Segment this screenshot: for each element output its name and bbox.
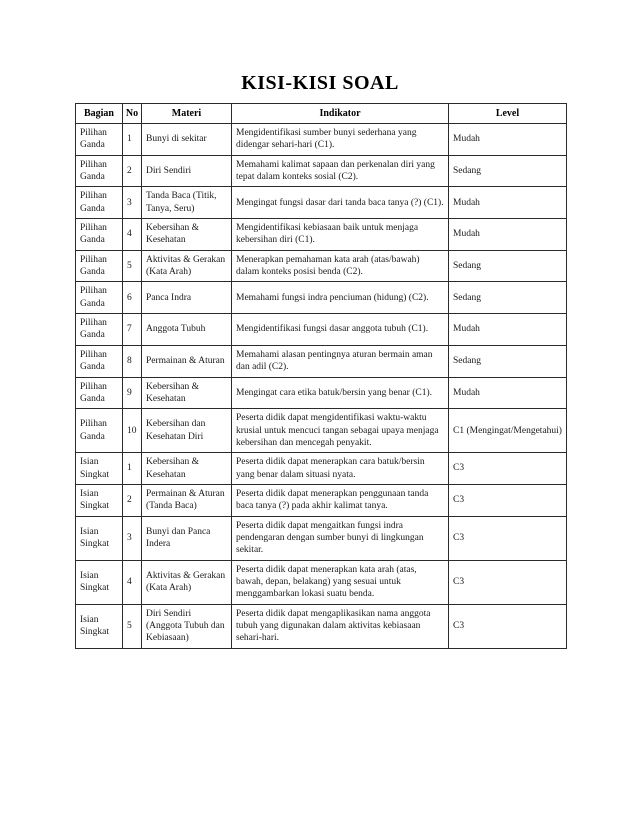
cell-level: Mudah: [449, 219, 567, 251]
table-row: [76, 345, 567, 377]
cell-indikator: Peserta didik dapat mengidentifikasi waktu-waktu krusial untuk mencuci tangan sebagai upaya menjaga kebersihan dan mencegah penyakit.: [232, 409, 449, 453]
cell-materi: Kebersihan dan Kesehatan Diri: [142, 409, 232, 453]
cell-indikator: Memahami fungsi indra penciuman (hidung) (C2).: [232, 282, 449, 314]
cell-no: 2: [123, 484, 142, 516]
cell-level: Mudah: [449, 377, 567, 409]
cell-indikator: Mengidentifikasi kebiasaan baik untuk menjaga kebersihan diri (C1).: [232, 219, 449, 251]
cell-bagian: Pilihan Ganda: [76, 409, 123, 453]
cell-level: Mudah: [449, 314, 567, 346]
cell-materi: Kebersihan & Kesehatan: [142, 377, 232, 409]
page-title: KISI-KISI SOAL: [241, 72, 399, 94]
cell-no: 8: [123, 345, 142, 377]
cell-indikator: Mengidentifikasi sumber bunyi sederhana yang didengar sehari-hari (C1).: [232, 124, 449, 156]
cell-bagian: Isian Singkat: [76, 604, 123, 648]
cell-level: Sedang: [449, 155, 567, 187]
cell-materi: Aktivitas & Gerakan (Kata Arah): [142, 560, 232, 604]
header-materi: Materi: [142, 104, 232, 124]
cell-no: 1: [123, 453, 142, 485]
cell-materi: Permainan & Aturan: [142, 345, 232, 377]
table-row: [76, 516, 567, 560]
cell-no: 3: [123, 516, 142, 560]
cell-level: C3: [449, 484, 567, 516]
cell-level: C1 (Mengingat/Mengetahui): [449, 409, 567, 453]
cell-no: 4: [123, 560, 142, 604]
cell-materi: Anggota Tubuh: [142, 314, 232, 346]
table-row: [76, 409, 567, 453]
cell-bagian: Pilihan Ganda: [76, 250, 123, 282]
cell-no: 2: [123, 155, 142, 187]
cell-indikator: Peserta didik dapat menerapkan penggunaan tanda baca tanya (?) pada akhir kalimat tanya.: [232, 484, 449, 516]
cell-bagian: Isian Singkat: [76, 516, 123, 560]
cell-no: 7: [123, 314, 142, 346]
cell-level: C3: [449, 516, 567, 560]
cell-materi: Tanda Baca (Titik, Tanya, Seru): [142, 187, 232, 219]
cell-indikator: Mengingat fungsi dasar dari tanda baca tanya (?) (C1).: [232, 187, 449, 219]
cell-no: 4: [123, 219, 142, 251]
cell-indikator: Menerapkan pemahaman kata arah (atas/bawah) dalam konteks posisi benda (C2).: [232, 250, 449, 282]
table-row: [76, 155, 567, 187]
table-row: [76, 604, 567, 648]
cell-bagian: Pilihan Ganda: [76, 314, 123, 346]
cell-indikator: Peserta didik dapat menerapkan cara batuk/bersin yang benar dalam situasi nyata.: [232, 453, 449, 485]
cell-bagian: Isian Singkat: [76, 484, 123, 516]
header-indikator: Indikator: [232, 104, 449, 124]
cell-materi: Bunyi di sekitar: [142, 124, 232, 156]
cell-bagian: Pilihan Ganda: [76, 345, 123, 377]
cell-bagian: Isian Singkat: [76, 453, 123, 485]
cell-materi: Panca Indra: [142, 282, 232, 314]
cell-indikator: Peserta didik dapat mengaplikasikan nama anggota tubuh yang digunakan dalam aktivitas kebiasaan sehari-hari.: [232, 604, 449, 648]
cell-no: 5: [123, 604, 142, 648]
cell-level: C3: [449, 453, 567, 485]
table-row: [76, 124, 567, 156]
cell-no: 1: [123, 124, 142, 156]
cell-level: C3: [449, 560, 567, 604]
table-header: [76, 104, 567, 124]
cell-no: 3: [123, 187, 142, 219]
cell-indikator: Memahami alasan pentingnya aturan bermain aman dan adil (C2).: [232, 345, 449, 377]
cell-level: Mudah: [449, 124, 567, 156]
cell-bagian: Pilihan Ganda: [76, 155, 123, 187]
cell-bagian: Pilihan Ganda: [76, 124, 123, 156]
kisi-kisi-table: [75, 103, 567, 649]
header-row: [76, 104, 567, 124]
table-row: [76, 560, 567, 604]
cell-indikator: Mengidentifikasi fungsi dasar anggota tubuh (C1).: [232, 314, 449, 346]
cell-materi: Kebersihan & Kesehatan: [142, 453, 232, 485]
table-row: [76, 377, 567, 409]
cell-no: 10: [123, 409, 142, 453]
table-row: [76, 187, 567, 219]
cell-level: Sedang: [449, 345, 567, 377]
cell-no: 9: [123, 377, 142, 409]
cell-level: Mudah: [449, 187, 567, 219]
cell-indikator: Mengingat cara etika batuk/bersin yang benar (C1).: [232, 377, 449, 409]
cell-materi: Bunyi dan Panca Indera: [142, 516, 232, 560]
cell-bagian: Pilihan Ganda: [76, 377, 123, 409]
cell-no: 6: [123, 282, 142, 314]
cell-bagian: Pilihan Ganda: [76, 282, 123, 314]
cell-materi: Aktivitas & Gerakan (Kata Arah): [142, 250, 232, 282]
cell-bagian: Pilihan Ganda: [76, 219, 123, 251]
header-bagian: Bagian: [76, 104, 123, 124]
table-body: [76, 124, 567, 649]
cell-indikator: Peserta didik dapat mengaitkan fungsi indra pendengaran dengan sumber bunyi di lingkungan sekitar.: [232, 516, 449, 560]
cell-materi: Kebersihan & Kesehatan: [142, 219, 232, 251]
table-row: [76, 250, 567, 282]
cell-level: C3: [449, 604, 567, 648]
cell-materi: Permainan & Aturan (Tanda Baca): [142, 484, 232, 516]
cell-level: Sedang: [449, 282, 567, 314]
table-row: [76, 484, 567, 516]
header-level: Level: [449, 104, 567, 124]
cell-no: 5: [123, 250, 142, 282]
table-row: [76, 453, 567, 485]
table-row: [76, 314, 567, 346]
header-no: No: [123, 104, 142, 124]
cell-indikator: Peserta didik dapat menerapkan kata arah (atas, bawah, depan, belakang) yang sesuai untuk menggambarkan lokasi suatu benda.: [232, 560, 449, 604]
cell-materi: Diri Sendiri (Anggota Tubuh dan Kebiasaan): [142, 604, 232, 648]
table-row: [76, 219, 567, 251]
cell-bagian: Isian Singkat: [76, 560, 123, 604]
cell-materi: Diri Sendiri: [142, 155, 232, 187]
cell-bagian: Pilihan Ganda: [76, 187, 123, 219]
table-row: [76, 282, 567, 314]
cell-level: Sedang: [449, 250, 567, 282]
cell-indikator: Memahami kalimat sapaan dan perkenalan diri yang tepat dalam konteks sosial (C2).: [232, 155, 449, 187]
